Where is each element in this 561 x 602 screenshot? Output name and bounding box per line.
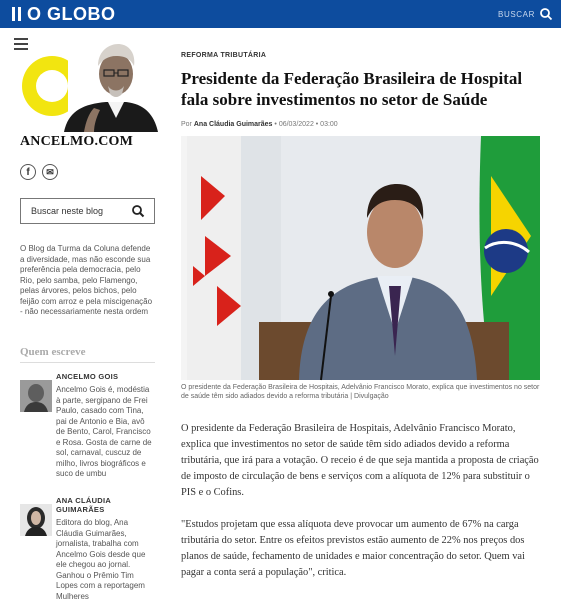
author-bio: Editora do blog, Ana Cláudia Guimarães, jornalista, trabalha com Ancelmo Gois desde que ele chegou ao jornal. Ganhou o Prêmio Tim Lopes com a reportagem Mulheres <box>56 518 146 601</box>
site-logo[interactable] <box>12 4 116 25</box>
sidebar <box>0 28 170 601</box>
logo-text: O GLOBO <box>27 3 116 24</box>
columnist-hero-image <box>24 36 162 132</box>
article-kicker[interactable]: REFORMA TRIBUTÁRIA <box>181 52 267 59</box>
article-byline: Por Ana Cláudia Guimarães • 06/03/2022 • 03:00 <box>181 121 338 128</box>
avatar <box>20 504 52 536</box>
social-links <box>20 164 58 180</box>
logo-mark-icon <box>12 7 21 21</box>
blog-description: O Blog da Turma da Coluna defende a diversidade, mas não esconde sua preferência pela democracia, pelo Rio, pelo samba, pelo Flamengo, pelas árvores, pelos bichos, pelo feijão com arroz e pela miscigenação - não necessariamente nesta ordem <box>20 244 153 316</box>
article-paragraph: "Estudos projetam que essa alíquota deve provocar um aumento de 67% na carga tributária do setor. Entre os efeitos previstos estão aumento de 22% nos preços dos planos de saúde, fechamento de unidades e maior concentração do setor. Quem vai pagar a conta será a população", critica. <box>181 519 525 578</box>
author-card[interactable] <box>20 372 155 480</box>
byline-author[interactable]: Ana Cláudia Guimarães <box>193 121 273 128</box>
section-divider <box>20 362 155 363</box>
search-label[interactable]: BUSCAR <box>498 9 535 19</box>
search-icon[interactable] <box>539 7 553 21</box>
photo-caption: O presidente da Federação Brasileira de Hospitais, Adelvânio Francisco Morato, explica que investimentos no setor de saúde têm sido adiados devido a reforma tributária | Divulgação <box>181 384 540 400</box>
avatar <box>20 380 52 412</box>
search-icon[interactable] <box>131 204 145 218</box>
facebook-icon[interactable]: f <box>20 164 36 180</box>
byline-prefix: Por <box>181 121 192 128</box>
blog-search-box <box>20 198 155 224</box>
article-paragraph: O presidente da Federação Brasileira de Hospitais, Adelvânio Francisco Morato, explica que investimentos no setor de saúde têm sido adiados devido a reforma tributária, que irá para a votação. O receio é de que seja mantida a proposta de criação de imposto de circulação de bens e serviços com a alíquota de 12% para substituir o PIS e o Cofins. <box>181 423 539 498</box>
top-search[interactable] <box>498 7 553 21</box>
authors-section-title: Quem escreve <box>20 346 86 358</box>
author-card[interactable] <box>20 496 155 602</box>
top-bar <box>0 0 561 28</box>
blog-search-input[interactable] <box>31 206 131 216</box>
article-headline: Presidente da Federação Brasileira de Hospital fala sobre investimentos no setor de Saúde <box>181 69 523 109</box>
author-name[interactable]: ANCELMO GOIS <box>56 372 119 381</box>
email-icon[interactable]: ✉ <box>42 164 58 180</box>
article-body <box>181 421 541 597</box>
article-photo[interactable] <box>181 136 540 380</box>
byline-date: 06/03/2022 • 03:00 <box>278 121 338 128</box>
blog-name[interactable]: ANCELMO.COM <box>20 134 134 149</box>
author-name[interactable]: ANA CLÁUDIA GUIMARÃES <box>56 496 111 514</box>
author-bio: Ancelmo Gois é, modéstia à parte, sergipano de Frei Paulo, casado com Tina, pai de Antonio e Bia, avô de Bento, Carol, Francisco e Rosa. Gosta de carne de sol, carnaval, cuscuz de milho, livros biográficos e suco de umbu <box>56 385 152 478</box>
